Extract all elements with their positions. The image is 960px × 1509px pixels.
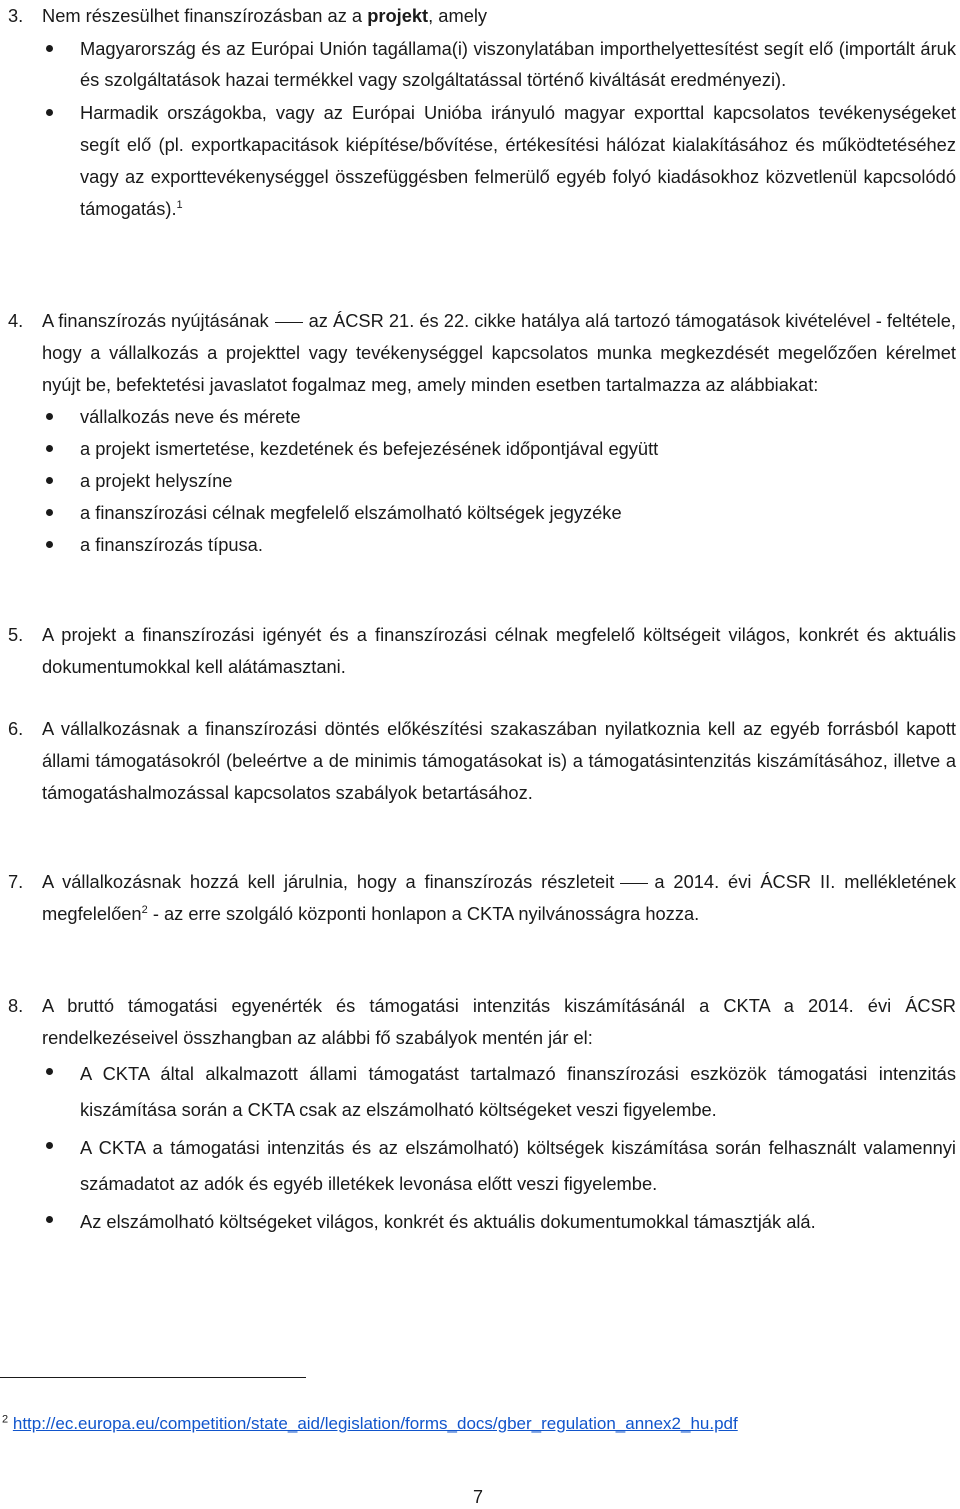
bold-term: projekt bbox=[367, 5, 429, 26]
dash-line bbox=[620, 883, 648, 884]
bullet-item: a finanszírozás típusa. bbox=[42, 529, 956, 561]
bullet-list bbox=[42, 1056, 956, 1240]
footnote bbox=[2, 1414, 738, 1434]
footnote-ref: 1 bbox=[176, 198, 183, 211]
list-item-8 bbox=[8, 990, 956, 1240]
item-number: 4. bbox=[8, 310, 24, 331]
footnote-marker: 2 bbox=[2, 1413, 9, 1426]
item-text: A vállalkozásnak a finanszírozási döntés előkészítési szakaszában nyilatkoznia kell az egyéb forrásból kapott állami támogatásokról (beleértve a de minimis támogatásokat is) a támogatásintenzitás kiszámításához, illetve a támogatáshalmozással kapcsolatos szabályok betartásához. bbox=[42, 718, 956, 803]
item-number: 7. bbox=[8, 871, 24, 892]
bullet-item: A CKTA által alkalmazott állami támogatást tartalmazó finanszírozási eszközök támogatási intenzitás kiszámítása során a CKTA csak az elszámolható költségeket veszi figyelembe. bbox=[42, 1056, 956, 1128]
footnote-ref: 2 bbox=[141, 903, 148, 916]
list-item-6 bbox=[8, 713, 956, 809]
item-number: 5. bbox=[8, 624, 24, 645]
item-intro: A bruttó támogatási egyenérték és támogatási intenzitás kiszámításánál a CKTA a 2014. évi ÁCSR rendelkezéseivel összhangban az alábbi fő szabályok mentén jár el: bbox=[42, 995, 956, 1048]
bullet-list bbox=[42, 401, 956, 561]
item-number: 3. bbox=[8, 5, 24, 26]
bullet-item: vállalkozás neve és mérete bbox=[42, 401, 956, 433]
bullet-item: Az elszámolható költségeket világos, konkrét és aktuális dokumentumokkal támasztják alá. bbox=[42, 1204, 956, 1240]
list-item-4 bbox=[8, 305, 956, 561]
item-intro: Nem részesülhet finanszírozásban az a projekt, amely bbox=[42, 5, 488, 26]
bullet-item: a finanszírozási célnak megfelelő elszámolható költségek jegyzéke bbox=[42, 497, 956, 529]
list-item-7 bbox=[8, 866, 956, 930]
bullet-item: Magyarország és az Európai Unión tagállama(i) viszonylatában importhelyettesítést segít elő (importált áruk és szolgáltatások hazai termékkel vagy szolgáltatással történő kiváltását eredményezi). bbox=[42, 33, 956, 95]
footnote-separator bbox=[0, 1377, 306, 1378]
list-item-3 bbox=[8, 0, 956, 225]
item-text: A finanszírozás nyújtásának az ÁCSR 21. és 22. cikke hatálya alá tartozó támogatások kivételével - feltétele, hogy a vállalkozás a projekttel vagy tevékenységgel kapcsolatos munka megkezdését megelőzően kérelmet nyújt be, befektetési javaslatot fogalmaz meg, amely minden esetben tartalmazza az alábbiakat: bbox=[42, 310, 956, 395]
dash-line bbox=[275, 322, 303, 323]
item-number: 8. bbox=[8, 995, 24, 1016]
item-text: A vállalkozásnak hozzá kell járulnia, hogy a finanszírozás részleteit a 2014. évi ÁCSR II. mellékletének megfelelően$^2$ - az erre szolgáló központi honlapon a CKTA nyilvánosságra hozza. bbox=[42, 871, 956, 924]
bullet-item: a projekt helyszíne bbox=[42, 465, 956, 497]
bullet-item: A CKTA a támogatási intenzitás és az elszámolható) költségek kiszámítása során felhasznált valamennyi számadatot az adók és egyéb illetékek levonása előtt veszi figyelembe. bbox=[42, 1130, 956, 1202]
list-item-5 bbox=[8, 619, 956, 683]
page-number: 7 bbox=[473, 1487, 484, 1507]
item-number: 6. bbox=[8, 718, 24, 739]
footnote-link[interactable]: http://ec.europa.eu/competition/state_aid/legislation/forms_docs/gber_regulation_annex2_hu.pdf bbox=[12, 1414, 738, 1433]
bullet-list bbox=[42, 33, 956, 225]
bullet-item: Harmadik országokba, vagy az Európai Unióba irányuló magyar exporttal kapcsolatos tevékenységeket segít elő (pl. exportkapacitások kiépítése/bővítése, értékesítési hálózat kialakításához és működtetéséhez vagy az exporttevékenységgel összefüggésben felmerülő egyéb folyó kiadásokhoz közvetlenül kapcsolódó támogatás).$^1$ bbox=[42, 97, 956, 225]
bullet-item: a projekt ismertetése, kezdetének és befejezésének időpontjával együtt bbox=[42, 433, 956, 465]
item-text: A projekt a finanszírozási igényét és a finanszírozási célnak megfelelő költségeit világos, konkrét és aktuális dokumentumokkal kell alátámasztani. bbox=[42, 624, 956, 677]
